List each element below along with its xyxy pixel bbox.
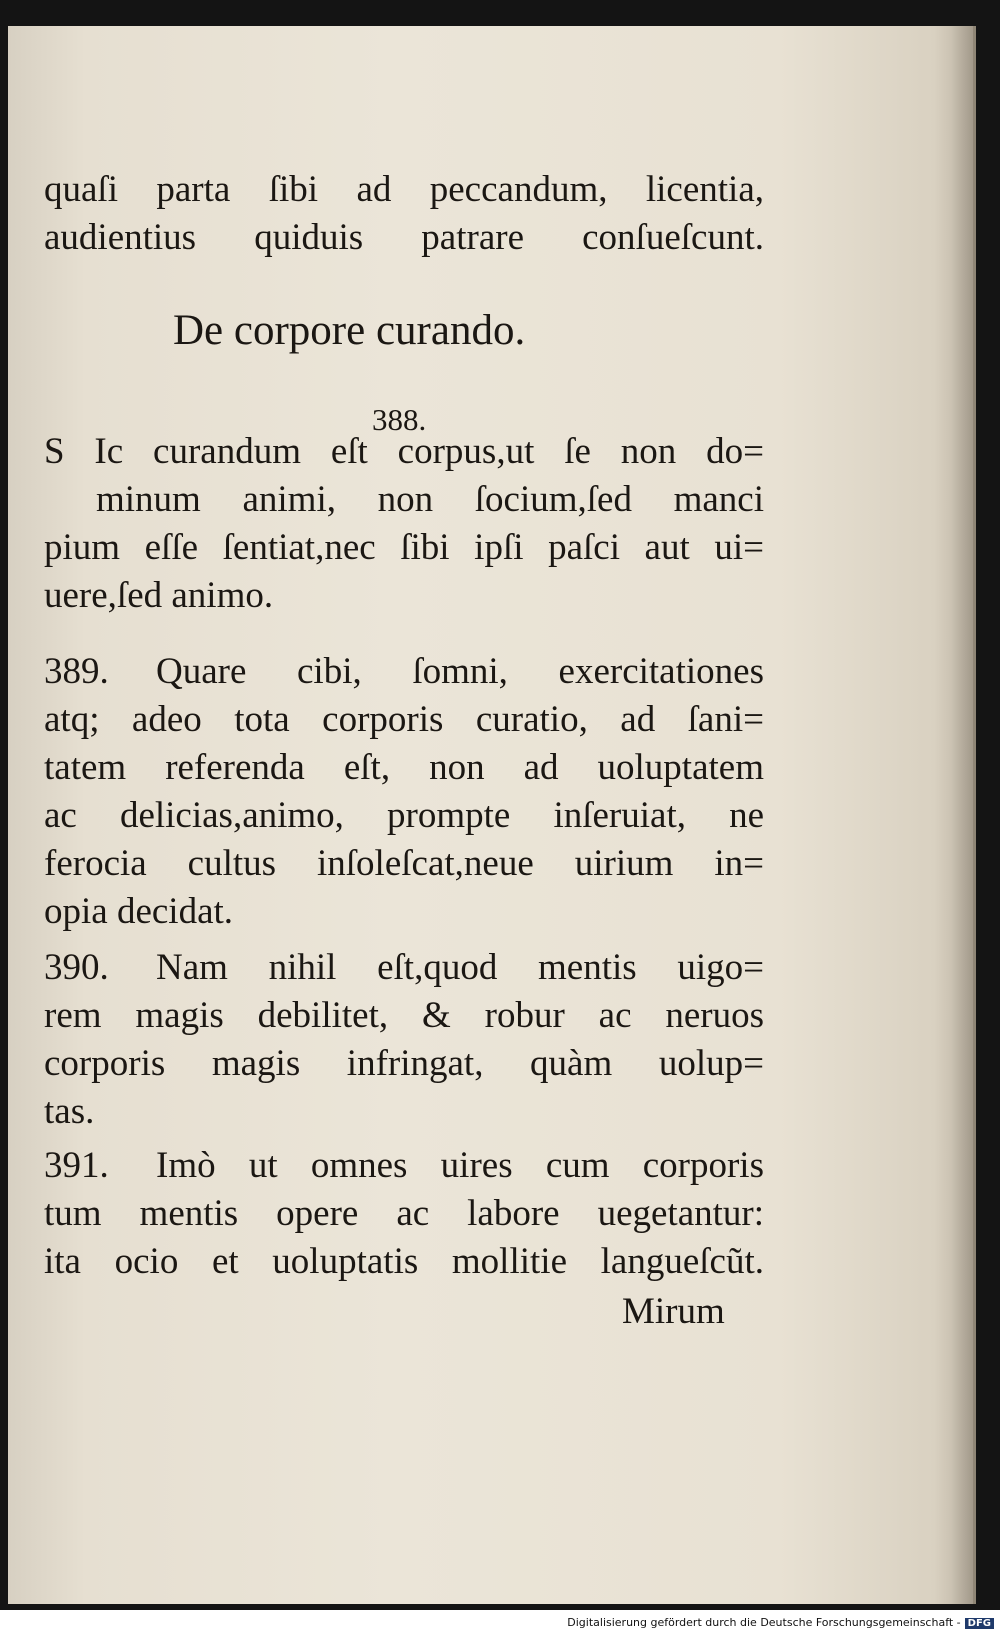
- paragraph-391: [44, 1142, 764, 1286]
- credit-text: Digitalisierung gefördert durch die Deutsche Forschungsgemeinschaft -: [567, 1616, 961, 1629]
- section-number: 388.: [372, 402, 427, 437]
- text-line: tum mentis opere ac labore uegetantur:: [44, 1193, 764, 1234]
- text-line: ac delicias,animo, prompte inſeruiat, ne: [44, 795, 764, 836]
- dfg-logo: DFG: [965, 1618, 994, 1629]
- text-line: [44, 648, 764, 696]
- text-line: S Ic curandum eſt corpus,ut ſe non do=: [44, 431, 764, 472]
- text-line: tas.: [44, 1091, 95, 1132]
- paragraph-389: [44, 648, 764, 936]
- text-line: uere,ſed animo.: [44, 575, 274, 616]
- paragraph-number: 390.: [44, 947, 109, 988]
- paragraph-number: 391.: [44, 1145, 109, 1186]
- section-heading: De corpore curando.: [173, 307, 526, 354]
- text-span: Imò ut omnes uires cum corporis: [156, 1145, 764, 1186]
- opening-lines: [44, 166, 764, 262]
- paragraph-388: [44, 428, 764, 620]
- text-line: atq; adeo tota corporis curatio, ad ſani=: [44, 699, 764, 740]
- text-line: quaſi parta ſibi ad peccandum, licentia,: [44, 169, 764, 210]
- text-line: pium eſſe ſentiat,nec ſibi ipſi paſci aut ui=: [44, 527, 764, 568]
- text-line: ita ocio et uoluptatis mollitie langueſcũt.: [44, 1241, 764, 1282]
- text-line: corporis magis infringat, quàm uolup=: [44, 1043, 764, 1084]
- text-line: ferocia cultus inſoleſcat,neue uirium in=: [44, 843, 764, 884]
- text-line: minum animi, non ſocium,ſed manci: [96, 479, 764, 520]
- text-line: opia decidat.: [44, 891, 234, 932]
- text-line: [44, 1142, 764, 1190]
- catchword: Mirum: [622, 1291, 725, 1332]
- text-line: rem magis debilitet, & robur ac neruos: [44, 995, 764, 1036]
- text-line: audientius quiduis patrare conſueſcunt.: [44, 217, 764, 258]
- book-page: [8, 26, 976, 1604]
- paragraph-390: [44, 944, 764, 1136]
- paragraph-number: 389.: [44, 651, 109, 692]
- page-edge-shadow: [951, 26, 973, 1604]
- text-line: tatem referenda eſt, non ad uoluptatem: [44, 747, 764, 788]
- digitization-credit: [567, 1616, 994, 1629]
- text-line: [44, 944, 764, 992]
- text-span: Nam nihil eſt,quod mentis uigo=: [156, 947, 764, 988]
- text-span: Quare cibi, ſomni, exercitationes: [156, 651, 764, 692]
